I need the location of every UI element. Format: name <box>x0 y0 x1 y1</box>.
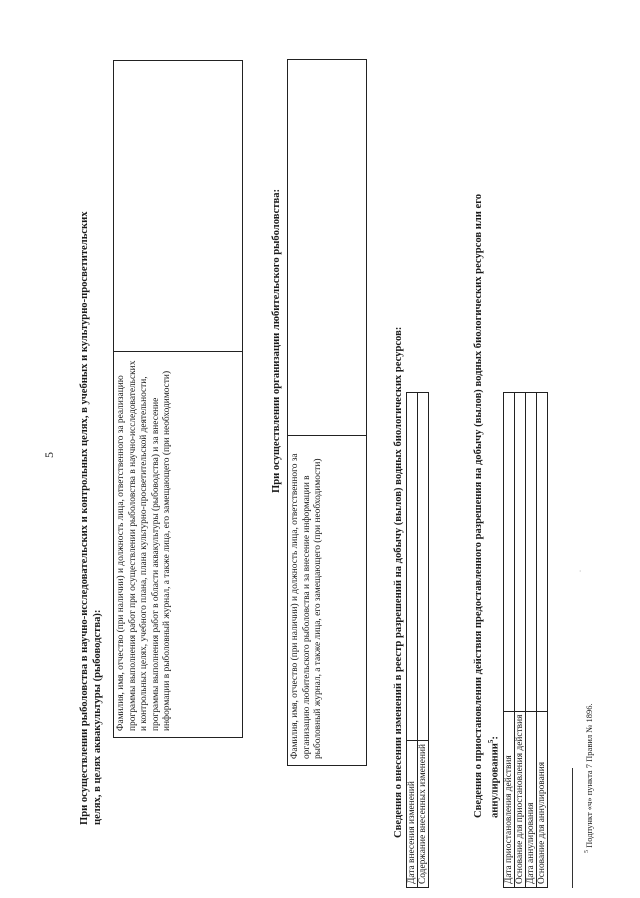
section1-table <box>113 60 243 738</box>
row-value <box>537 393 548 712</box>
row-label: Дата приостановления действия <box>504 711 515 887</box>
row-value <box>504 393 515 712</box>
table-row <box>537 393 548 888</box>
section2-field-value <box>288 60 367 436</box>
row-label: Дата внесения изменений <box>407 740 418 887</box>
section2-heading: При осуществлении организации любительского рыболовства: <box>271 188 282 493</box>
row-value <box>407 393 418 741</box>
section1-heading-line1: При осуществлении рыболовства в научно-исследовательских и контрольных целях, в учебных и культурно-просветительских <box>79 211 90 825</box>
table-row <box>526 393 537 888</box>
footnote <box>584 703 594 853</box>
section3-table <box>406 392 429 888</box>
section2-field-label: Фамилия, имя, отчество (при наличии) и должность лица, ответственного за организацию любительского рыболовства и за внесение информации в рыболовный журнал, а также лица, его замещающего (при необходимости) <box>288 436 367 766</box>
section1-heading-line2: целях, в целях аквакультуры (рыбоводства): <box>92 609 103 825</box>
footnote-mark: 5 <box>584 850 591 853</box>
section4-table <box>503 392 548 888</box>
table-row <box>418 393 429 888</box>
page-number: 5 <box>42 452 56 458</box>
scan-speck: · <box>578 570 584 572</box>
row-value <box>526 393 537 712</box>
section4-heading-line1: Сведения о приостановлении действия предоставленного разрешения на добычу (вылов) водных биологических ресурсов или его <box>473 193 484 818</box>
section1-field-value <box>114 61 243 352</box>
table-row <box>515 393 526 888</box>
row-label: Содержание внесенных изменений <box>418 740 429 887</box>
section1-field-label: Фамилия, имя, отчество (при наличии) и должность лица, ответственного за реализацию программы выполнения работ при осуществлении рыболовства в научно-исследовательских и контрольных целях, учебного плана, плана культурно-просветительской деятельности, программы выполнения работ в области аквакультуры (рыбоводства) и за внесение информации в рыболовный журнал, а также лица, его замещающего (при необходимости) <box>114 352 243 738</box>
table-row <box>504 393 515 888</box>
row-label: Дата аннулирования <box>526 711 537 887</box>
section2-table <box>287 59 367 766</box>
table-row <box>114 61 243 738</box>
row-value <box>418 393 429 741</box>
section4-heading-text: аннулировании <box>489 743 501 818</box>
row-value <box>515 393 526 712</box>
row-label: Основание для приостановления действия <box>515 711 526 887</box>
footnote-divider <box>572 768 573 888</box>
table-row <box>288 60 367 766</box>
row-label: Основание для аннулирования <box>537 711 548 887</box>
section4-heading-line2 <box>485 736 502 818</box>
footnote-reference: 5 <box>487 739 495 744</box>
heading-colon: : <box>489 736 501 740</box>
section3-heading: Сведения о внесении изменений в реестр разрешений на добычу (вылов) водных биологических ресурсов: <box>393 326 404 838</box>
table-row <box>407 393 418 888</box>
footnote-text: Подпункт «ч» пункта 7 Правил № 1896. <box>584 703 594 850</box>
